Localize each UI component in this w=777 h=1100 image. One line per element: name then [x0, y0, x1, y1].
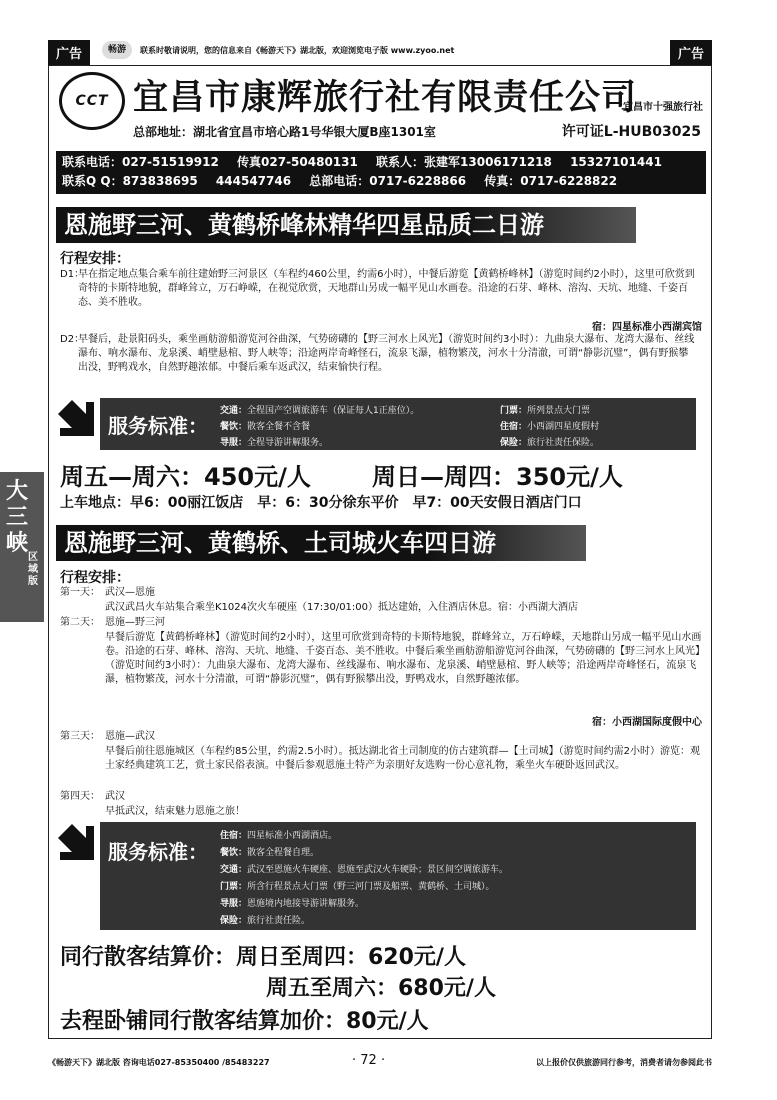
footer-right: 以上报价仅供旅游同行参考，消费者请勿参阅此书 — [536, 1058, 712, 1067]
tour1-d1-stay: 宿：四星标准小西湖宾馆 — [592, 322, 702, 333]
tour2-title: 恩施野三河、黄鹤桥、土司城火车四日游 — [56, 525, 586, 561]
company-name: 宜昌市康辉旅行社有限责任公司 — [133, 77, 638, 118]
tour2-day4-head: 武汉 — [105, 791, 125, 802]
company-address: 总部地址：湖北省宜昌市培心路1号华银大厦B座1301室 — [133, 125, 436, 139]
tour2-svc-guide: 导服：恩施境内地接导游讲解服务。 — [220, 899, 365, 909]
ad-label-left: 广告 — [48, 40, 90, 65]
tour2-day2-stay: 宿：小西湖国际度假中心 — [592, 717, 702, 728]
page-number: · 72 · — [352, 1053, 386, 1068]
tour2-day2-text: 早餐后游览【黄鹤桥峰林】（游览时间约2小时），这里可欣赏到奇特的卡斯特地貌，群峰耸立，万石峥嵘，天地群山另成一幅平见山水画卷。沿途的石芽、峰林、溶沟、天坑、地缝、千姿百态、美不胜收。中餐后乘坐画舫游船游览河谷曲深，气势磅礴的【野三河水上风光】（游览时间约3小时）：九曲泉大瀑布、龙湾大瀑布、丝线瀑布、响水瀑布、龙泉溪、峭壁悬棺、野人峡等；沿途两岸奇峰怪石，流泉飞瀑，植物繁茂，河水十分清澈，可谓“静影沉璧”，偶有野猴攀出没，野鸭戏水，自然野趣浓郁。 — [105, 632, 705, 685]
arrow-icon — [56, 822, 96, 862]
contact-row-1 — [62, 153, 700, 172]
tour1-d2-label: D2： — [60, 334, 85, 345]
page-footer — [48, 1053, 712, 1073]
tour2-day2-label: 第二天： — [60, 617, 100, 628]
company-header — [53, 68, 707, 150]
tour2-day4-text: 早抵武汉，结束魅力恩施之旅！ — [105, 806, 245, 817]
tour2-day1-head: 武汉—恩施 — [105, 587, 155, 598]
tour1-svc-guide: 导服：全程导游讲解服务。 — [220, 438, 329, 448]
contact-fax: 传真027-50480131 — [237, 155, 358, 169]
top-bar — [48, 40, 712, 64]
tour1-price-weekend: 周五—周六：450元/人 — [60, 463, 311, 491]
side-tab-sub: 区域版 — [28, 552, 38, 587]
tour1-pickup: 上车地点：早6：00丽江饭店 早：6：30分徐东平价 早7：00天安假日酒店门口 — [60, 495, 582, 511]
tour2-day4-label: 第四天： — [60, 791, 100, 802]
arrow-icon — [56, 398, 96, 438]
tour1-title: 恩施野三河、黄鹤桥峰林精华四星品质二日游 — [56, 207, 636, 243]
company-license: 许可证L-HUB03025 — [561, 124, 701, 140]
tour1-schedule-label: 行程安排： — [60, 251, 130, 267]
tour2-price-weekend: 周五至周六：680元/人 — [266, 976, 496, 1001]
tour1-d2-text: 早餐后，赴景阳码头，乘坐画舫游船游览河谷曲深，气势磅礴的【野三河水上风光】（游览时间约3小时）：九曲泉大瀑布、龙湾大瀑布、丝线瀑布、响水瀑布、龙泉溪、峭壁悬棺、野人峡等；沿途两岸奇峰怪石，流泉飞瀑，植物繁茂，河水十分清澈，可谓“静影沉璧”，偶有野猴攀出没，野鸭戏水，自然野趣浓郁。中餐后乘车返武汉，结束愉快行程。 — [78, 334, 695, 373]
tour1-d1-label: D1： — [60, 269, 85, 280]
company-logo-text: CCT — [75, 93, 109, 109]
tour2-day1-text: 武汉武昌火车站集合乘坐K1024次火车硬座（17:30/01:00）抵达建始，入住酒店休息。宿：小西湖大酒店 — [105, 602, 579, 613]
ad-label-right: 广告 — [670, 40, 712, 65]
tour1-svc-stay: 住宿：小西湖四星度假村 — [500, 422, 600, 432]
tour2-day3-head: 恩施—武汉 — [105, 731, 155, 742]
company-sub: 宜昌市十强旅行社 — [623, 102, 703, 113]
tour1-svc-insurance: 保险：旅行社责任保险。 — [500, 438, 600, 448]
tour1-price-weekday: 周日—周四：350元/人 — [372, 463, 623, 491]
tour2-day1-label: 第一天： — [60, 587, 100, 598]
tour2-svc-meals: 餐饮：散客全程餐自理。 — [220, 848, 320, 858]
tour2-day2-head: 恩施—野三河 — [105, 617, 165, 628]
tour2-svc-insurance: 保险：旅行社责任险。 — [220, 916, 311, 926]
top-note: 联系时敬请说明，您的信息来自《畅游天下》湖北版，欢迎浏览电子版 www.zyoo.net — [140, 46, 455, 55]
tour1-svc-tickets: 门票：所列景点大门票 — [500, 406, 591, 416]
tour2-schedule-label: 行程安排： — [60, 570, 130, 586]
contact-phone: 联系电话：027-51519912 — [62, 155, 219, 169]
tour2-price-weekday: 同行散客结算价：周日至周四：620元/人 — [60, 945, 466, 970]
hq-fax: 传真：0717-6228822 — [484, 174, 618, 188]
contact-qq: 联系Q Q：873838695 — [62, 174, 198, 188]
tour2-service-title: 服务标准： — [108, 840, 208, 864]
footer-left: 《畅游天下》湖北版 咨询电话027-85350400 /85483227 — [48, 1058, 270, 1067]
hq-phone: 总部电话：0717-6228866 — [309, 174, 467, 188]
side-tab-title: 大三峡 — [6, 478, 29, 556]
magazine-logo: 畅游 — [102, 41, 132, 59]
contact-mobile: 15327101441 — [570, 155, 662, 169]
tour2-price-sleeper: 去程卧铺同行散客结算加价：80元/人 — [60, 1009, 429, 1034]
contact-row-2 — [62, 172, 700, 191]
tour2-svc-stay: 住宿：四星标准小西湖酒店。 — [220, 831, 338, 841]
tour1-svc-transport: 交通：全程国产空调旅游车（保证每人1正座位）。 — [220, 406, 420, 416]
side-tab — [0, 472, 44, 622]
tour1-service-title: 服务标准： — [108, 414, 208, 438]
company-logo — [59, 72, 125, 130]
tour2-svc-tickets: 门票：所含行程景点大门票（野三河门票及船票、黄鹤桥、土司城）。 — [220, 882, 495, 892]
tour1-d1-text: 早在指定地点集合乘车前往建始野三河景区（车程约460公里，约需6小时），中餐后游览【黄鹤桥峰林】（游览时间约2小时），这里可欣赏到奇特的卡斯特地貌，群峰耸立，万石峥嵘，在视觉欣赏，天地群山另成一幅平见山水画卷。沿途的石芽、峰林、溶沟、天坑、地缝、千姿百态、美不胜收。 — [78, 269, 695, 308]
contact-qq-2: 444547746 — [215, 174, 292, 188]
tour2-svc-transport: 交通：武汉至恩施火车硬座、恩施至武汉火车硬卧；景区间空调旅游车。 — [220, 865, 509, 875]
tour1-svc-meals: 餐饮：散客全餐不含餐 — [220, 422, 311, 432]
tour2-day3-label: 第三天： — [60, 731, 100, 742]
contact-box — [56, 151, 706, 194]
tour2-day3-text: 早餐后前往恩施城区（车程约85公里，约需2.5小时）。抵达湖北省土司制度的仿古建筑群—【土司城】（游览时间约需2小时）游览：观土家经典建筑工艺，赏土家民俗表演。中餐后参观恩施土特产为亲朋好友选购一份心意礼物，乘坐火车硬卧返回武汉。 — [105, 746, 700, 771]
contact-person: 联系人：张建军13006171218 — [376, 155, 552, 169]
